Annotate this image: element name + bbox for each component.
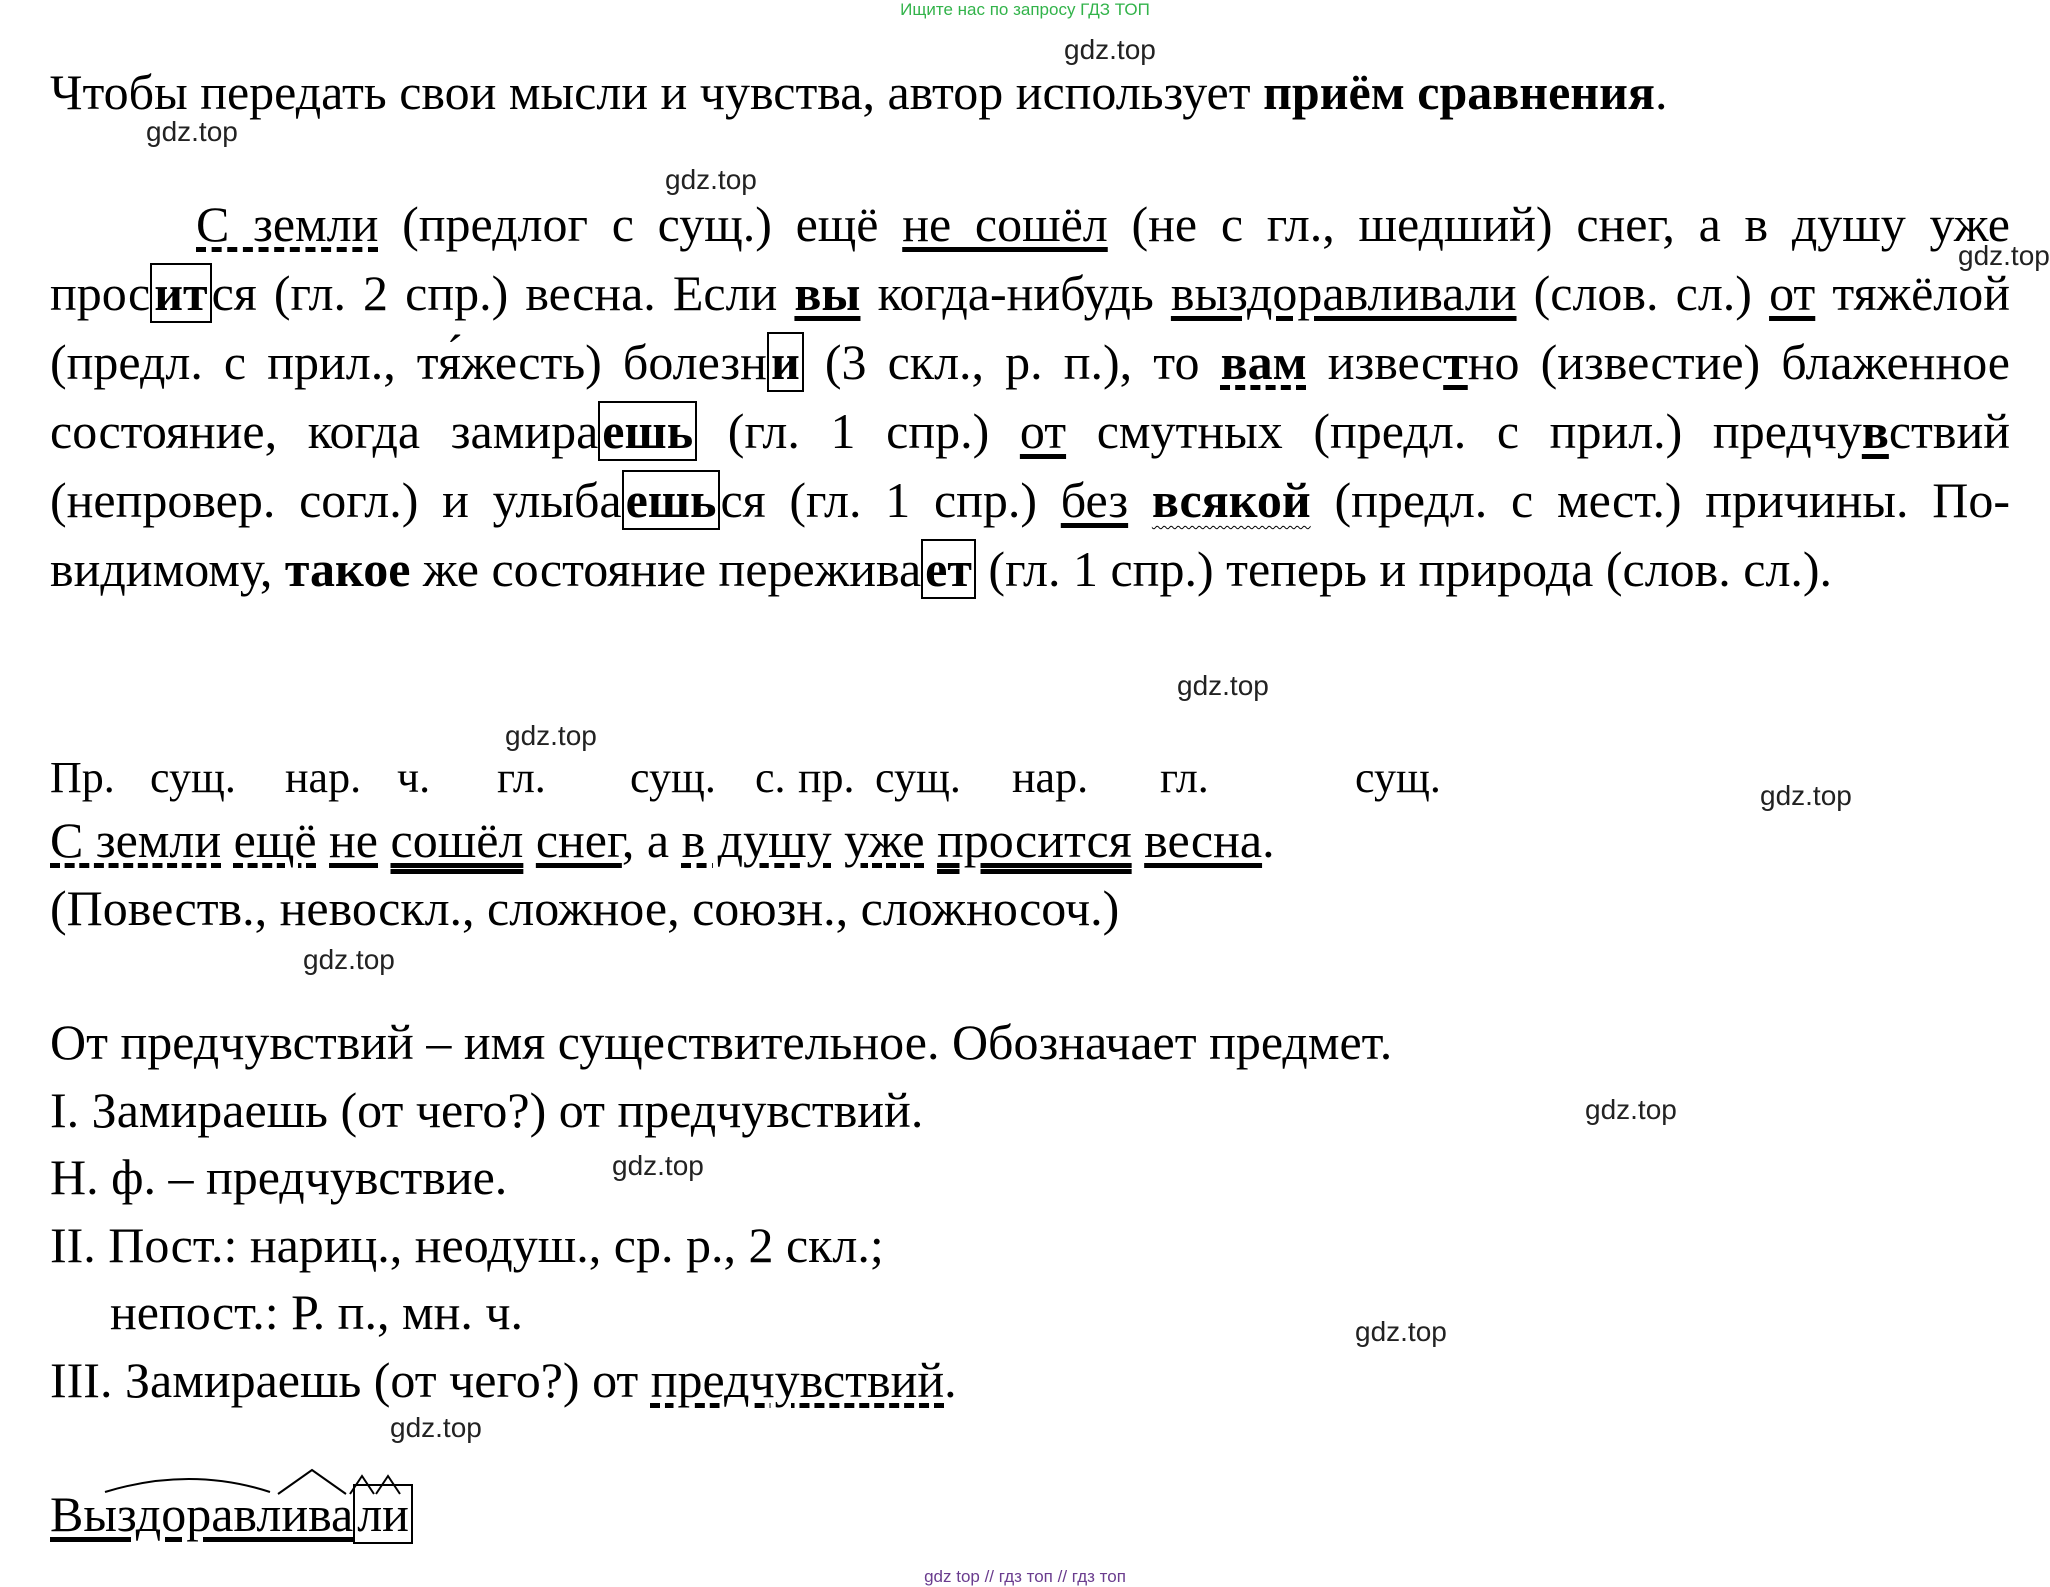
watermark: gdz.top bbox=[505, 720, 597, 751]
text-run: (слов. сл.) bbox=[1516, 265, 1770, 321]
watermark: gdz.top bbox=[303, 944, 395, 975]
orthogram-box: и bbox=[767, 332, 804, 392]
word-ot: от bbox=[1019, 403, 1067, 459]
watermark: gdz.top bbox=[1177, 670, 1269, 701]
suffix-mark-icon bbox=[350, 1476, 374, 1494]
text-run: (предл. с мест.) причины. По-видимому, bbox=[50, 472, 2010, 597]
analysis-line bbox=[50, 1346, 957, 1415]
top-watermark: Ищите нас по запросу ГДЗ ТОП bbox=[900, 0, 1150, 19]
word-s-zemli: С земли bbox=[196, 196, 379, 252]
analysis-line: Н. ф. – предчувствие. bbox=[50, 1149, 508, 1205]
word-ot: от bbox=[1769, 265, 1816, 321]
sentence-predicate: просится bbox=[937, 812, 1132, 868]
analysis-text: III. Замираешь (от чего?) от bbox=[50, 1352, 651, 1408]
sentence-characteristics: (Повеств., невоскл., сложное, союзн., сложносоч.) bbox=[50, 880, 1120, 936]
sentence-word: ещё bbox=[233, 812, 317, 868]
orthogram-box: ешь bbox=[598, 401, 697, 461]
sentence-word: уже bbox=[844, 812, 925, 868]
word-ne-soshel: не сошёл bbox=[902, 196, 1108, 252]
orthogram-box: ет bbox=[921, 539, 976, 599]
watermark: gdz.top bbox=[665, 164, 757, 195]
watermark: gdz.top bbox=[1585, 1094, 1677, 1125]
orthogram-box: ит bbox=[150, 263, 211, 323]
analysis-line: I. Замираешь (от чего?) от предчувствий. bbox=[50, 1082, 924, 1138]
sentence-text: . bbox=[1262, 812, 1275, 868]
watermark: gdz.top bbox=[1958, 240, 2050, 271]
word-takoe: такое bbox=[284, 541, 411, 597]
text-run: (гл. 1 спр.) bbox=[697, 403, 1020, 459]
watermark: gdz.top bbox=[612, 1150, 704, 1181]
analysis-line: От предчувствий – имя существительное. Обозначает предмет. bbox=[50, 1014, 1393, 1070]
pos-label: гл. bbox=[497, 753, 546, 802]
watermark: gdz.top bbox=[1064, 34, 1156, 65]
text-run: (предл. с прил., тя́жесть) болезн bbox=[50, 334, 767, 390]
sentence-word: С земли bbox=[50, 812, 222, 868]
pos-label: пр. bbox=[798, 753, 855, 802]
word-tyazheloy: тяжёлой bbox=[1832, 265, 2011, 321]
sentence-predicate: сошёл bbox=[390, 812, 524, 868]
sentence-word: в душу bbox=[681, 812, 832, 868]
analysis-word: предчувствий bbox=[650, 1352, 945, 1408]
text-run bbox=[1815, 265, 1832, 321]
text-run: (3 скл., р. п.), то bbox=[803, 334, 1221, 390]
word-ending: ли bbox=[353, 1484, 413, 1544]
pos-label: с. bbox=[755, 753, 786, 802]
text-run: (не с гл., шедший) снег, а в душу уже прос bbox=[50, 196, 2010, 321]
orthogram-box: ешь bbox=[622, 470, 721, 530]
sentence-subject: весна bbox=[1144, 812, 1263, 868]
watermark: gdz.top bbox=[1355, 1316, 1447, 1347]
text-run: ся (гл. 2 спр.) весна. Если bbox=[211, 265, 795, 321]
text-run: (гл. 1 спр.) теперь и природа (слов. сл.). bbox=[975, 541, 1833, 597]
pos-label: сущ. bbox=[150, 753, 236, 802]
word-vam: вам bbox=[1220, 334, 1307, 390]
footer-watermark: gdz top // гдз топ // гдз топ bbox=[924, 1567, 1126, 1586]
pos-label: сущ. bbox=[630, 753, 716, 802]
text-run bbox=[1128, 472, 1152, 528]
intro-text: Чтобы передать свои мысли и чувства, автор использует bbox=[50, 64, 1264, 120]
intro-line bbox=[50, 58, 1667, 127]
sentence-word: не bbox=[329, 812, 378, 868]
suffix-mark-icon bbox=[278, 1470, 346, 1494]
suffix-mark-icon bbox=[376, 1476, 400, 1494]
text-run: когда-нибудь bbox=[860, 265, 1171, 321]
watermark: gdz.top bbox=[146, 116, 238, 147]
pos-label: сущ. bbox=[1355, 753, 1441, 802]
text-run: ствий (непровер. согл.) и улыба bbox=[50, 403, 2011, 528]
watermark: gdz.top bbox=[390, 1412, 482, 1443]
word-vyzdoravlivali: выздоравливали bbox=[1170, 265, 1517, 321]
watermark: gdz.top bbox=[1760, 780, 1852, 811]
annotated-paragraph bbox=[50, 190, 2010, 604]
intro-bold: приём сравнения bbox=[1263, 64, 1655, 120]
text-run: (предлог с сущ.) ещё bbox=[378, 196, 903, 252]
pos-label: нар. bbox=[1012, 753, 1089, 802]
word-vsyakoy: всякой bbox=[1151, 472, 1311, 528]
pos-labels bbox=[0, 752, 2050, 802]
text-run: но (известие) блаженное состояние, когда замира bbox=[50, 334, 2010, 459]
text-run: смутных (предл. с прил.) предчу bbox=[1066, 403, 1862, 459]
text-run: извес bbox=[1306, 334, 1444, 390]
pos-label: нар. bbox=[285, 753, 362, 802]
word-bez: без bbox=[1060, 472, 1129, 528]
root-arc-icon bbox=[105, 1479, 270, 1492]
text-run: ся (гл. 1 спр.) bbox=[720, 472, 1061, 528]
morpheme-marks bbox=[50, 1462, 470, 1502]
pos-label: сущ. bbox=[875, 753, 961, 802]
parsed-sentence bbox=[50, 806, 1275, 875]
word-vy: вы bbox=[794, 265, 861, 321]
pos-label: ч. bbox=[397, 753, 431, 802]
word-stem: Выздоравлива bbox=[50, 1486, 354, 1542]
analysis-line: непост.: Р. п., мн. ч. bbox=[110, 1284, 523, 1340]
analysis-line: II. Пост.: нариц., неодуш., ср. р., 2 скл.; bbox=[50, 1217, 884, 1273]
text-run: же состояние пережива bbox=[410, 541, 922, 597]
analysis-text: . bbox=[944, 1352, 957, 1408]
orthogram-letter: т bbox=[1443, 334, 1468, 390]
intro-end: . bbox=[1654, 64, 1668, 120]
pos-label: Пр. bbox=[50, 753, 115, 802]
sentence-text: , а bbox=[621, 812, 682, 868]
pos-label: гл. bbox=[1160, 753, 1209, 802]
sentence-subject: снег bbox=[535, 812, 622, 868]
orthogram-letter: в bbox=[1861, 403, 1889, 459]
